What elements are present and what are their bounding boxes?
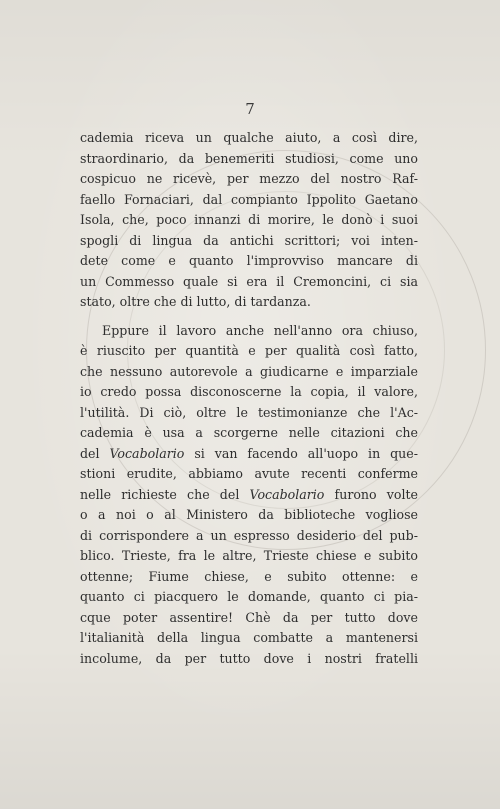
text-line: l'utilità. Di ciò, oltre le testimonianze che l'Ac-: [80, 404, 418, 420]
text-line: io credo possa disconoscerne la copia, il valore,: [80, 384, 418, 399]
text-line: straordinario, da benemeriti studiosi, come uno: [80, 150, 418, 166]
text-line: cospicuo ne ricevè, per mezzo del nostro Raf-: [80, 171, 418, 186]
text-line: nelle richieste che del Vocabolario furono volte: [80, 486, 419, 502]
paragraph-2: [80, 321, 418, 670]
text-line: del Vocabolario si van facendo all'uopo in que-: [80, 445, 419, 461]
text-line: Eppure il lavoro anche nell'anno ora chiuso,: [102, 322, 418, 338]
text-line: che nessuno autorevole a giudicarne e imparziale: [80, 363, 418, 379]
text-line: blico. Trieste, fra le altre, Trieste chiese e subito: [80, 548, 418, 563]
text-line: stato, oltre che di lutto, di tardanza.: [80, 294, 311, 309]
text-line: dete come e quanto l'improvviso mancare di: [80, 253, 418, 268]
text-line: incolume, da per tutto dove i nostri fratelli: [80, 650, 418, 666]
text-line: è riuscito per quantità e per qualità così fatto,: [80, 343, 418, 358]
page-number: 7: [245, 100, 255, 118]
text-line: stioni erudite, abbiamo avute recenti conferme: [80, 466, 418, 481]
paragraph-1: [80, 128, 418, 313]
text-line: spogli di lingua da antichi scrittori; voi inten-: [80, 232, 418, 248]
body-text: [80, 128, 418, 669]
text-line: quanto ci piacquero le domande, quanto ci pia-: [80, 589, 418, 604]
text-line: Isola, che, poco innanzi di morire, le donò i suoi: [80, 212, 418, 227]
text-line: l'italianità della lingua combatte a mantenersi: [80, 630, 418, 645]
text-line: di corrispondere a un espresso desiderio del pub-: [80, 527, 418, 543]
text-line: un Commesso quale si era il Cremoncini, ci sia: [80, 273, 418, 289]
text-line: ottenne; Fiume chiese, e subito ottenne: e: [80, 568, 418, 584]
text-line: cademia riceva un qualche aiuto, a così dire,: [80, 130, 418, 145]
text-line: cque poter assentire! Chè da per tutto dove: [80, 609, 418, 625]
text-line: o a noi o al Ministero da biblioteche vogliose: [80, 507, 418, 522]
text-line: cademia è usa a scorgerne nelle citazioni che: [80, 425, 418, 440]
text-line: faello Fornaciari, dal compianto Ippolito Gaetano: [80, 191, 418, 207]
